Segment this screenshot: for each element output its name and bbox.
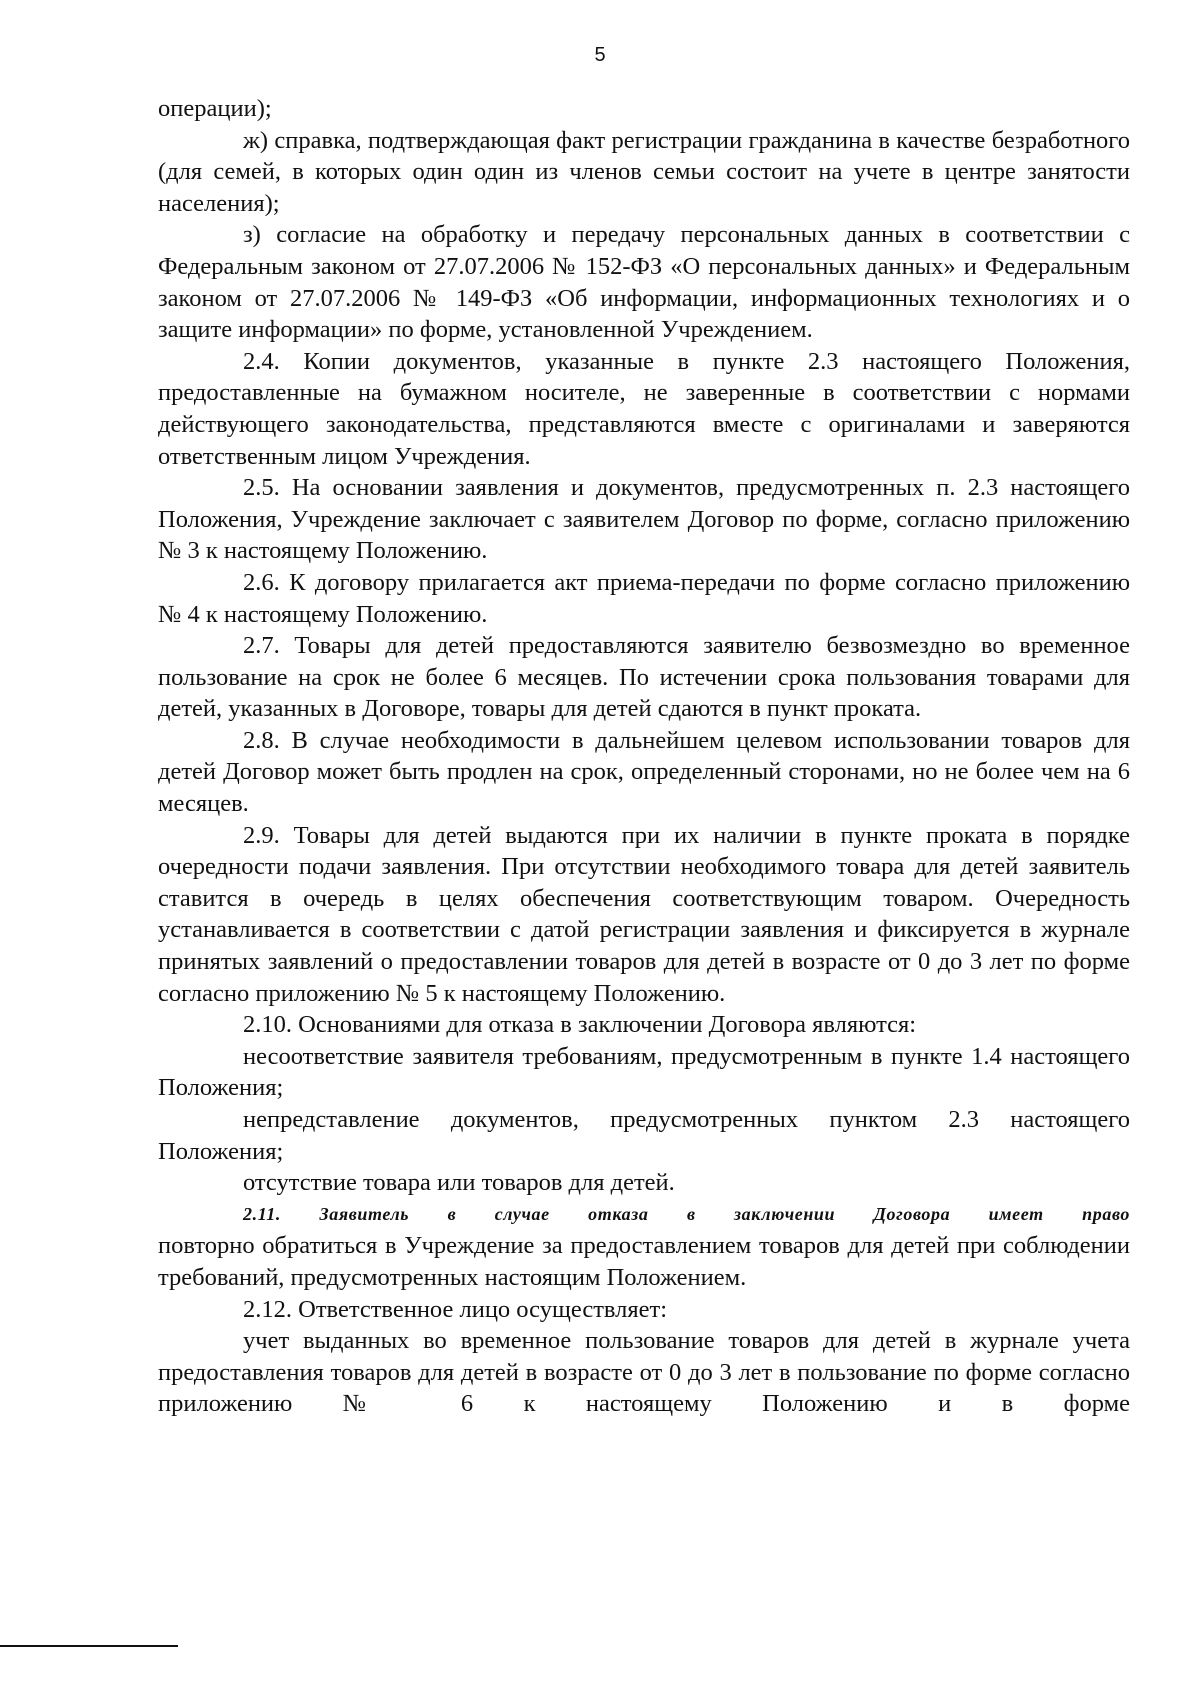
paragraph-continuation: операции); (158, 95, 272, 122)
paragraph-2-4: 2.4. Копии документов, указанные в пункте 2.3 настоящего Положения, предоставленные на бумажном носителе, не заверенные в соответствии с нормами действующего законодательства, представляются вместе с оригиналами и заверяются ответственным лицом Учреждения. (158, 347, 1130, 470)
document-body (158, 93, 1130, 1420)
paragraph-2-10-reason-3: отсутствие товара или товаров для детей. (243, 1169, 675, 1197)
paragraph-2-10-reason-2: непредставление документов, предусмотренных пунктом 2.3 настоящего Положения; (158, 1106, 1130, 1165)
paragraph-2-11-heading: 2.11. Заявитель в случае отказа в заключении Договора имеет право (243, 1203, 1130, 1224)
footnote-divider (0, 1645, 178, 1647)
paragraph-2-12: 2.12. Ответственное лицо осуществляет: (243, 1295, 668, 1323)
paragraph-2-12-item: учет выданных во временное пользование товаров для детей в журнале учета предоставления товаров для детей в возрасте от 0 до 3 лет в пользование по форме согласно приложению № 6 к настоящему Положению и в форме (158, 1327, 1130, 1418)
paragraph-2-9: 2.9. Товары для детей выдаются при их наличии в пункте проката в порядке очередности подачи заявления. При отсутствии необходимого товара для детей заявитель ставится в очередь в целях обеспечения соответствующим товаром. Очередность устанавливается в соответствии с датой регистрации заявления и фиксируется в журнале принятых заявлений о предоставлении товаров для детей в возрасте от 0 до 3 лет по форме согласно приложению № 5 к настоящему Положению. (158, 821, 1130, 1007)
paragraph-2-10-reason-1: несоответствие заявителя требованиям, предусмотренным в пункте 1.4 настоящего Положения; (158, 1042, 1130, 1102)
paragraph-item-zh: ж) справка, подтверждающая факт регистрации гражданина в качестве безработного (для семей, в которых один один из членов семьи состоит на учете в центре занятости населения); (158, 126, 1130, 217)
paragraph-item-z: з) согласие на обработку и передачу персональных данных в соответствии с Федеральным законом от 27.07.2006 № 152-ФЗ «О персональных данных» и Федеральным законом от 27.07.2006 № 149-ФЗ «Об информации, информационных технологиях и о защите информации» по форме, установленной Учреждением. (158, 221, 1130, 344)
paragraph-2-6: 2.6. К договору прилагается акт приема-передачи по форме согласно приложению № 4 к настоящему Положению. (158, 568, 1130, 628)
paragraph-2-11-body: повторно обратиться в Учреждение за предоставлением товаров для детей при соблюдении требований, предусмотренных настоящим Положением. (158, 1232, 1130, 1291)
paragraph-2-8: 2.8. В случае необходимости в дальнейшем целевом использовании товаров для детей Договор может быть продлен на срок, определенный сторонами, но не более чем на 6 месяцев. (158, 726, 1130, 818)
paragraph-2-10: 2.10. Основаниями для отказа в заключении Договора являются: (243, 1011, 917, 1039)
paragraph-2-5: 2.5. На основании заявления и документов, предусмотренных п. 2.3 настоящего Положения, Учреждение заключает с заявителем Договор по форме, согласно приложению № 3 к настоящему Положению. (158, 474, 1130, 565)
paragraph-2-7: 2.7. Товары для детей предоставляются заявителю безвозмездно во временное пользование на срок не более 6 месяцев. По истечении срока пользования товарами для детей, указанных в Договоре, товары для детей сдаются в пункт проката. (158, 632, 1130, 723)
page-number: 5 (594, 44, 606, 66)
